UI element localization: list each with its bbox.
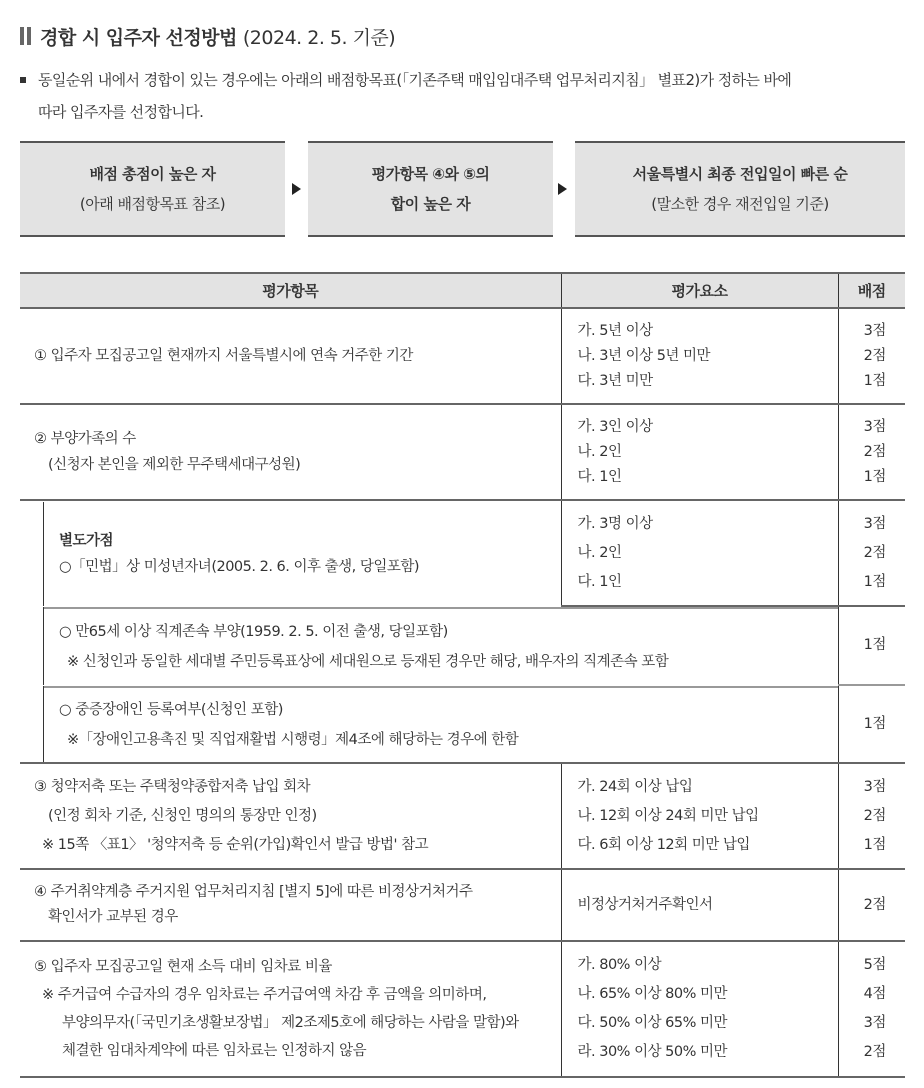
flow-step-3-title: 서울특별시 최종 전입일이 빠른 순 <box>632 165 848 183</box>
item-note: ※ 주거급여 수급자의 경우 임차료는 주거급여액 차감 후 금액을 의미하며, <box>42 987 487 1003</box>
header-score: 배점 <box>838 273 905 308</box>
element-text: 다. 3년 미만 <box>577 372 653 389</box>
element-text: 나. 3년 이상 5년 미만 <box>577 347 711 364</box>
flow-step-1 <box>20 141 285 237</box>
score-text: 1점 <box>863 573 886 590</box>
score-cell <box>838 500 905 606</box>
item-subtext: (인정 회차 기준, 신청인 명의의 통장만 인정) <box>48 807 317 824</box>
item-cell <box>20 869 561 941</box>
table-row-extra-points <box>20 500 905 606</box>
title-date: (2024. 2. 5. 기준) <box>242 26 396 49</box>
score-text: 1점 <box>863 637 886 653</box>
score-cell <box>838 869 905 941</box>
square-bullet-icon <box>20 77 26 83</box>
element-text: 나. 2인 <box>577 443 622 460</box>
element-text: 나. 12회 이상 24회 미만 납입 <box>577 807 759 824</box>
table-row <box>20 308 905 404</box>
score-text: 2점 <box>863 896 886 913</box>
title-bars-icon <box>20 27 31 45</box>
score-text: 2점 <box>863 443 886 460</box>
score-text: 3점 <box>863 1015 886 1031</box>
intro-paragraph <box>28 64 908 128</box>
element-cell <box>561 404 838 500</box>
element-text: 가. 5년 이상 <box>577 322 653 339</box>
element-cell <box>561 308 838 404</box>
score-cell <box>838 763 905 869</box>
item-text: ○ 중증장애인 등록여부(신청인 포함) <box>59 701 283 718</box>
item-cell <box>20 404 561 500</box>
element-text: 다. 1인 <box>577 573 622 590</box>
table-row-extra-points <box>20 606 905 685</box>
score-cell <box>838 685 905 763</box>
item-cell <box>20 308 561 404</box>
item-cell <box>20 763 561 869</box>
item-note: ※ 신청인과 동일한 세대별 주민등록표상에 세대원으로 등재된 경우만 해당, 배우자의 직계존속 포함 <box>67 654 669 670</box>
item-text: ○ 만65세 이상 직계존속 부양(1959. 2. 5. 이전 출생, 당일포함) <box>59 624 448 640</box>
score-text: 3점 <box>863 418 886 435</box>
title-main: 경합 시 입주자 선정방법 <box>40 26 237 49</box>
header-item: 평가항목 <box>20 273 561 308</box>
score-text: 2점 <box>863 347 886 364</box>
indent-bar <box>20 686 44 762</box>
item-subtext: (신청자 본인을 제외한 무주택세대구성원) <box>48 457 301 473</box>
element-text: 나. 65% 이상 80% 미만 <box>577 986 728 1002</box>
item-note: ※ 15쪽 〈표1〉 '청약저축 등 순위(가입)확인서 발급 방법' 참고 <box>42 836 429 853</box>
score-text: 1점 <box>863 715 886 732</box>
scoring-table <box>20 272 905 1078</box>
header-element: 평가요소 <box>561 273 838 308</box>
arrow-right-icon <box>558 183 567 195</box>
element-text: 나. 2인 <box>577 544 622 561</box>
flow-step-2 <box>308 141 553 237</box>
item-note: 체결한 임대차계약에 따른 임차료는 인정하지 않음 <box>62 1043 367 1059</box>
item-cell <box>20 941 561 1077</box>
score-text: 5점 <box>863 957 886 973</box>
item-text: ○「민법」상 미성년자녀(2005. 2. 6. 이후 출생, 당일포함) <box>59 558 420 575</box>
element-cell <box>561 763 838 869</box>
element-text: 가. 3인 이상 <box>577 418 653 435</box>
table-row-extra-points <box>20 685 905 763</box>
table-header-row <box>20 273 905 308</box>
flow-step-2-title: 평가항목 ④와 ⑤의 <box>371 165 490 183</box>
table-row <box>20 404 905 500</box>
flow-step-3-sub: (말소한 경우 재전입일 기준) <box>651 195 829 213</box>
score-text: 3점 <box>863 778 886 795</box>
item-text: ② 부양가족의 수 <box>34 431 136 447</box>
flow-step-1-title: 배점 총점이 높은 자 <box>89 165 216 183</box>
item-note: ※「장애인고용촉진 및 직업재활법 시행령」제4조에 해당하는 경우에 한함 <box>67 731 519 748</box>
score-cell <box>838 606 905 685</box>
score-text: 2점 <box>863 1044 886 1060</box>
item-cell <box>20 606 838 685</box>
item-text: ⑤ 입주자 모집공고일 현재 소득 대비 임차료 비율 <box>34 959 332 975</box>
item-text: ④ 주거취약계층 주거지원 업무처리지침 [별지 5]에 따른 비정상거처거주 <box>34 884 473 900</box>
element-text: 가. 80% 이상 <box>577 957 662 973</box>
score-cell <box>838 308 905 404</box>
score-text: 4점 <box>863 986 886 1002</box>
score-text: 2점 <box>863 544 886 561</box>
element-text: 가. 24회 이상 납입 <box>577 778 693 795</box>
item-subtext: 확인서가 교부된 경우 <box>48 909 178 925</box>
element-text: 다. 6회 이상 12회 미만 납입 <box>577 836 750 853</box>
item-note: 부양의무자(「국민기초생활보장법」 제2조제5호에 해당하는 사람을 말함)와 <box>62 1015 519 1031</box>
score-text: 1점 <box>863 372 886 389</box>
score-cell <box>838 941 905 1077</box>
element-text: 다. 1인 <box>577 468 622 485</box>
score-text: 2점 <box>863 807 886 824</box>
table-row <box>20 869 905 941</box>
arrow-right-icon <box>292 183 301 195</box>
table-row <box>20 941 905 1077</box>
element-text: 비정상거처거주확인서 <box>577 896 713 913</box>
element-cell <box>561 500 838 606</box>
flow-step-3 <box>575 141 905 237</box>
score-text: 1점 <box>863 836 886 853</box>
item-text: ① 입주자 모집공고일 현재까지 서울특별시에 연속 거주한 기간 <box>34 348 413 364</box>
flow-step-1-sub: (아래 배점항목표 참조) <box>79 195 226 213</box>
selection-flow <box>20 141 905 237</box>
score-text: 1점 <box>863 468 886 485</box>
score-cell <box>838 404 905 500</box>
item-cell <box>20 685 838 763</box>
indent-bar <box>20 502 44 606</box>
indent-bar <box>20 607 44 685</box>
flow-step-2-sub: 합이 높은 자 <box>390 195 471 213</box>
element-cell <box>561 869 838 941</box>
section-title <box>20 22 395 50</box>
element-text: 라. 30% 이상 50% 미만 <box>577 1044 728 1060</box>
table-row <box>20 763 905 869</box>
element-text: 다. 50% 이상 65% 미만 <box>577 1015 728 1031</box>
extra-points-heading: 별도가점 <box>59 532 114 549</box>
intro-line-2: 따라 입주자를 선정합니다. <box>38 103 204 121</box>
intro-line-1: 동일순위 내에서 경합이 있는 경우에는 아래의 배점항목표(「기존주택 매입임대주택 업무처리지침」 별표2)가 정하는 바에 <box>38 71 792 89</box>
item-text: ③ 청약저축 또는 주택청약종합저축 납입 회차 <box>34 778 311 795</box>
element-text: 가. 3명 이상 <box>577 515 653 532</box>
score-text: 3점 <box>863 515 886 532</box>
score-text: 3점 <box>863 322 886 339</box>
element-cell <box>561 941 838 1077</box>
item-cell <box>20 500 561 606</box>
